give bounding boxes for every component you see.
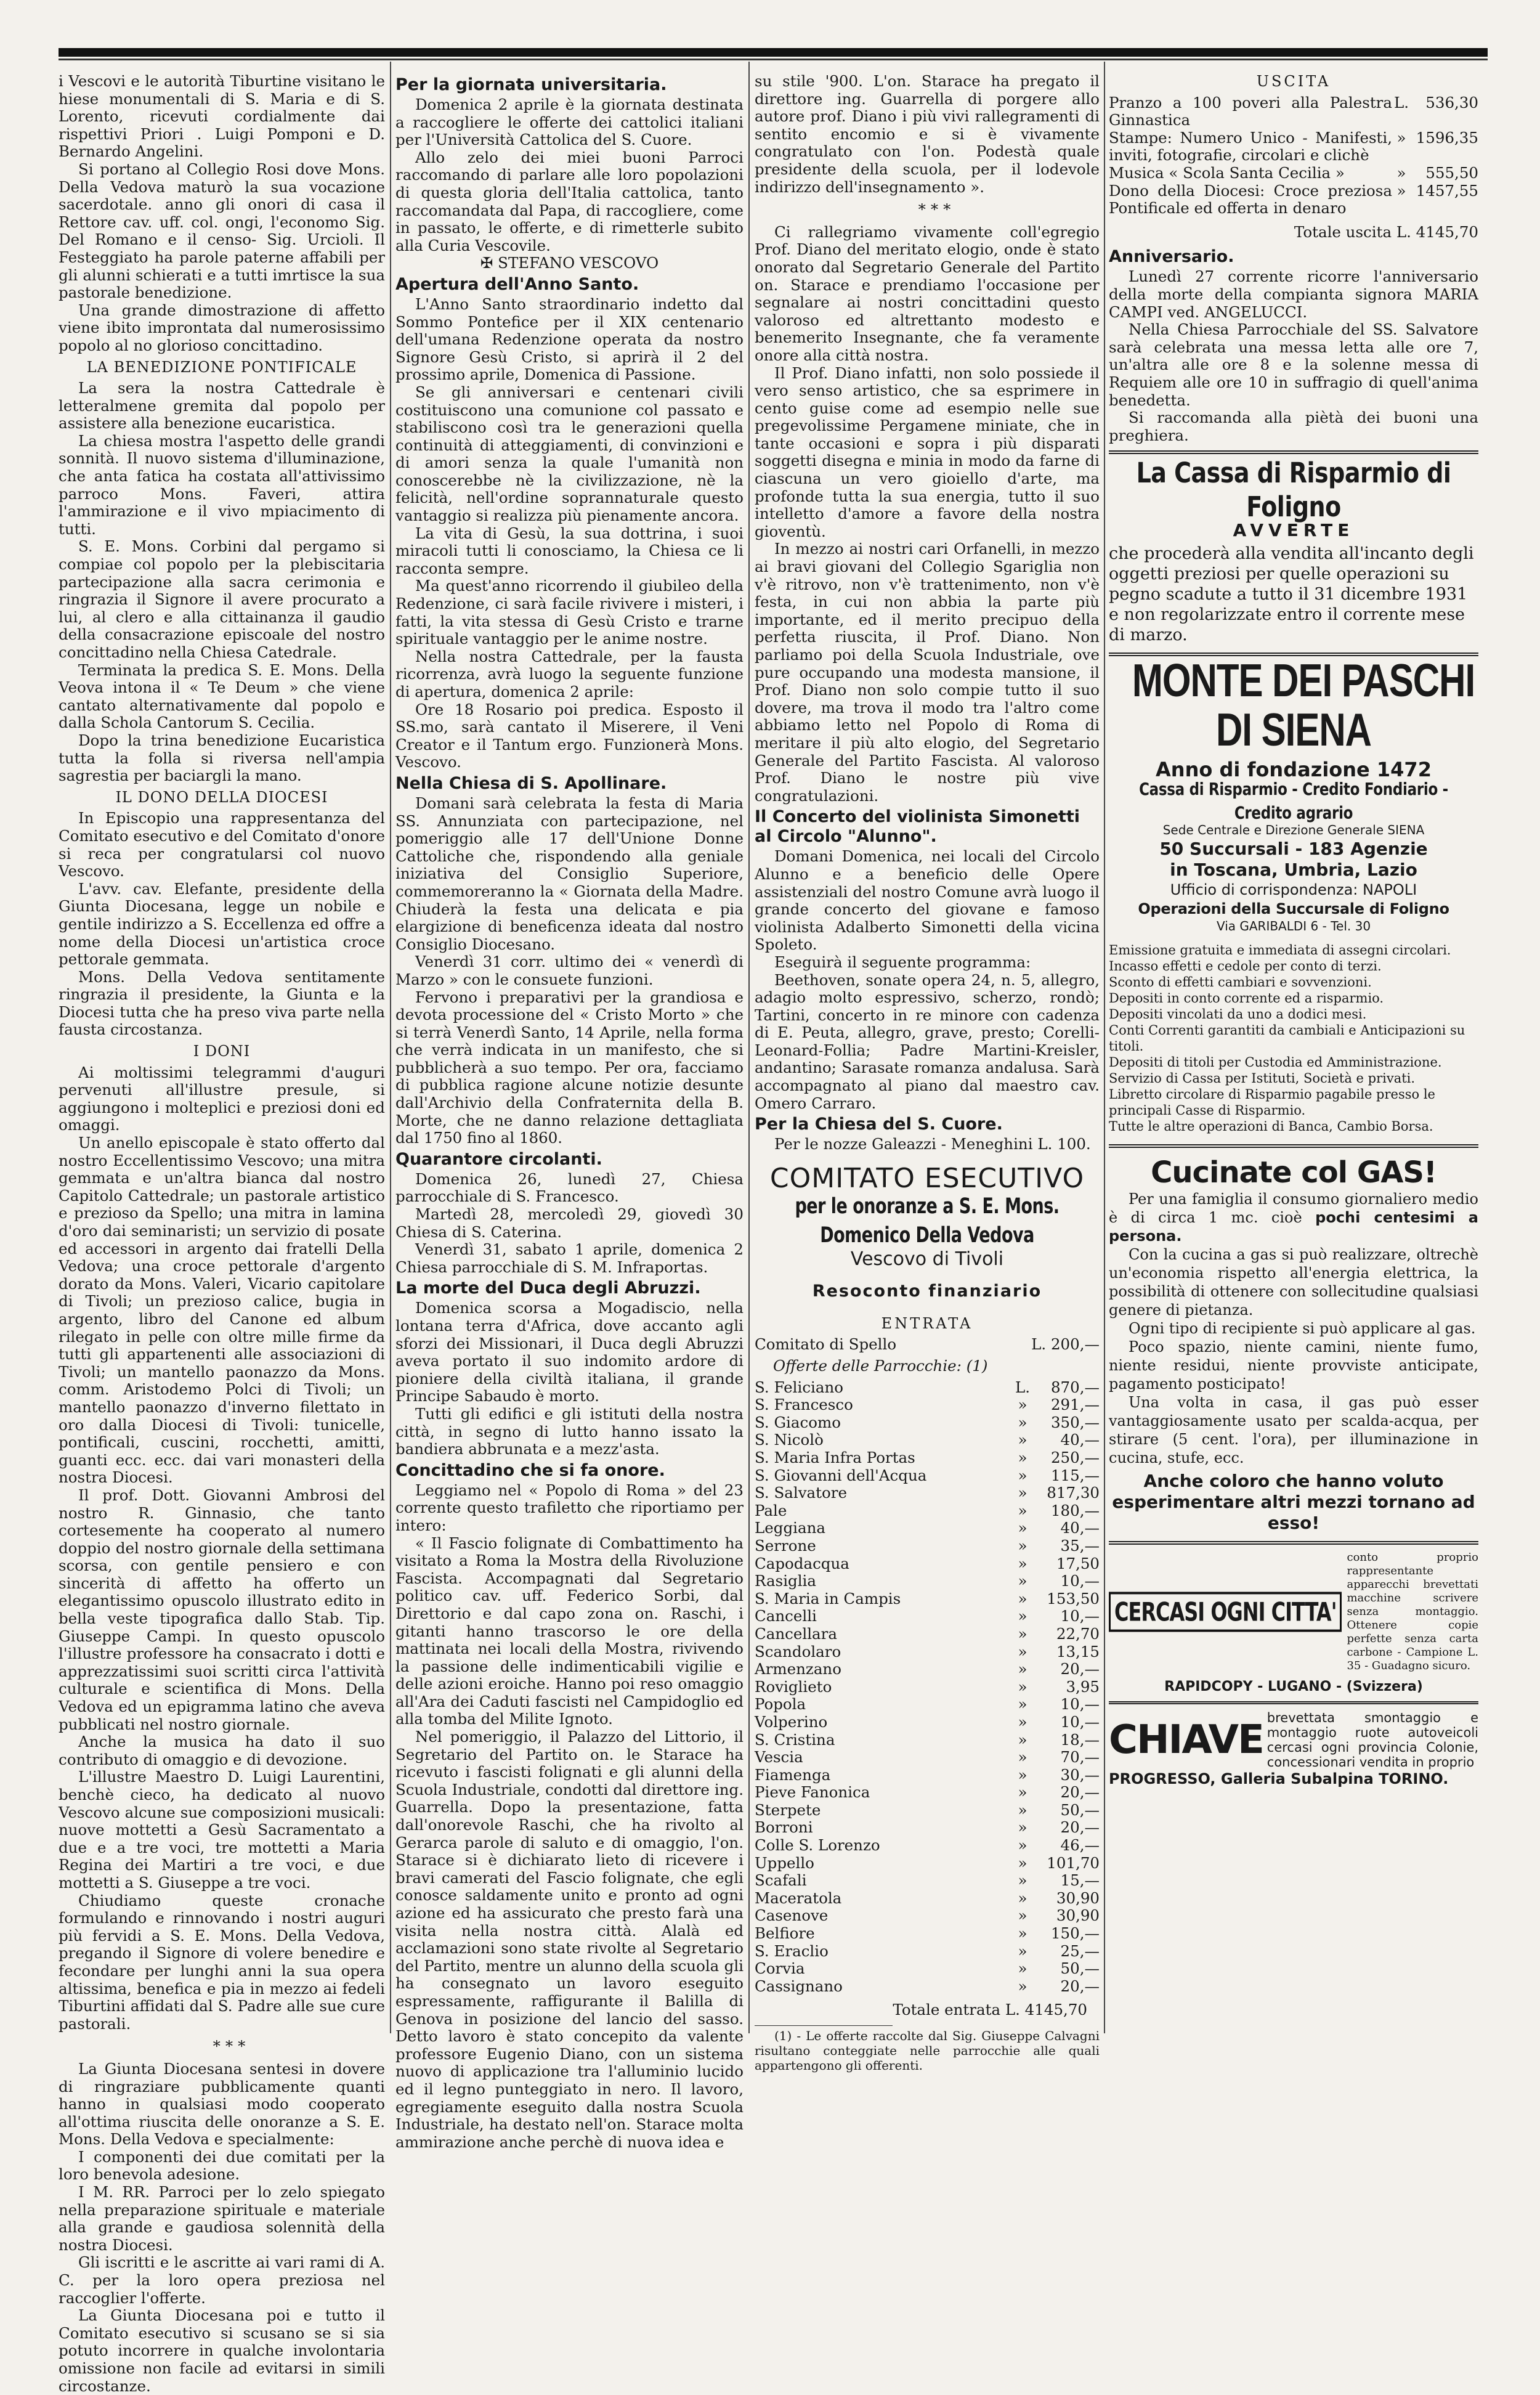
row-label: Scandolaro <box>755 1642 841 1661</box>
ad-line: Sede Centrale e Direzione Generale SIENA <box>1162 822 1425 837</box>
row-currency: » <box>1018 1624 1027 1643</box>
table-row <box>755 1872 1100 1890</box>
row-currency: » <box>1018 1783 1027 1802</box>
paragraph: In Episcopio una rappresentanza del Comitato esecutivo e del Comitato d'onore si reca per congratularsi col nuovo Vescovo. <box>59 809 385 880</box>
ad-title: MONTE DEI PASCHI DI SIENA <box>1132 654 1475 756</box>
table-row <box>755 1537 1100 1555</box>
paragraph: La Giunta Diocesana poi e tutto il Comitato esecutivo si scusano se si sia potuto incorrere in qualche involontaria omissione non facile ad evitarsi in simili circostanze. <box>59 2306 385 2395</box>
article-heading: Anniversario. <box>1109 247 1234 267</box>
row-value: 817,30 <box>1047 1484 1100 1502</box>
table-row <box>755 1943 1100 1961</box>
row-value: 35,— <box>1060 1536 1100 1555</box>
row-label: Comitato di Spello <box>755 1335 897 1354</box>
table-row <box>755 1502 1100 1520</box>
paragraph: Domani Domenica, nei locali del Circolo Alunno e a beneficio delle Opere assistenziali del nostro Comune avrà luogo il grande concerto del giovane e famoso violinista Adalberto Simonetti della vicina Spoleto. <box>755 847 1100 954</box>
row-label: Cancellara <box>755 1624 837 1643</box>
row-value: 250,— <box>1050 1449 1100 1466</box>
ad-text: Con la cucina a gas si può realizzare, oltrechè un'economia rispetto all'energia elettrica, la possibilità di ottenere con sollecitudine qualsiasi genere di pietanza. <box>1109 1245 1478 1319</box>
report-title: Resoconto finanziario <box>812 1281 1042 1301</box>
ad-slogan: Anche coloro che hanno voluto esperimentare altri mezzi tornano ad esso! <box>1112 1470 1475 1533</box>
paragraph: su stile '900. L'on. Starace ha pregato il direttore ing. Guarrella di porgere allo autore prof. Diano i più vivi rallegramenti di sentito encomio e si è vivamente congratulato con l'on. Podestà quale presidente della scuola, per il lodevole indirizzo dell'insegnamento ». <box>755 72 1100 196</box>
row-label: Musica « Scola Santa Cecilia » <box>1109 163 1345 182</box>
table-row <box>755 1625 1100 1643</box>
paragraph: Domani sarà celebrata la festa di Maria SS. Annunziata con partecipazione, nel pomeriggio alle 17 dell'Unione Donne Cattoliche che, rispondendo alla geniale iniziativa del Consiglio Superiore, commemoreranno la « Giornata della Madre. Chiuderà la festa una delicata e pia elargizione di beneficenza ideata dal nostro Consiglio Diocesano. <box>395 794 744 953</box>
column-3 <box>755 72 1100 2073</box>
top-rule-thin <box>59 59 1488 60</box>
list-item: Libretto circolare di Risparmio pagabile presso le principali Casse di Risparmio. <box>1109 1086 1435 1118</box>
row-label: S. Giovanni dell'Acqua <box>755 1466 927 1484</box>
column-divider <box>390 62 391 2033</box>
table-row <box>755 1484 1100 1502</box>
paragraph: Un anello episcopale è stato offerto dal nostro Eccellentissimo Vescovo; una mitra gemmata e un'altra bianca dal nostro Capitolo Cattedrale; un pastorale artistico e prezioso da Spello; una mitra in lamina d'oro dai seminaristi; un servizio di posate ed accessori in argento dai fratelli Della Vedova; una croce pettorale d'argento dorato da Mons. Valeri, Vicario capitolare di Tivoli; un prezioso calice, bugia in argento, libro del Canone ed album rilegato in pelle con oltre mille firme da tutti gli appartenenti alle associazioni di Tivoli; un mantello paonazzo da Mons. comm. Aristodemo Polci di Tivoli; un mantello paonazzo d'inverno filettato in oro dalla Diocesi di Tivoli: tunicelle, pontificali, cuscini, rocchetti, amitti, guanti ecc. ecc. dai vari monasteri della nostra Diocesi. <box>59 1134 385 1487</box>
row-label: Dono della Diocesi: Croce preziosa Pontificale ed offerta in denaro <box>1109 181 1392 218</box>
ad-line: Cassa di Risparmio - Credito Fondiario - Credito agrario <box>1139 780 1448 823</box>
ad-chiave <box>1109 1701 1478 1788</box>
row-label: Leggiana <box>755 1519 825 1537</box>
row-value: 13,15 <box>1056 1642 1100 1661</box>
row-value: 17,50 <box>1056 1554 1100 1572</box>
paragraph: Domenica 26, lunedì 27, Chiesa parrocchiale di S. Francesco. <box>395 1169 744 1206</box>
row-label: Borroni <box>755 1818 813 1837</box>
paragraph: Nella Chiesa Parrocchiale del SS. Salvatore sarà celebrata una messa letta alle ore 7, un'altra alle ore 8 e la solenne messa di Requiem alle ore 10 in suffragio di quell'anima benedetta. <box>1109 320 1478 409</box>
row-label: S. Nicolò <box>755 1431 824 1449</box>
row-label: Vescia <box>755 1748 803 1767</box>
ad-text: Poco spazio, niente camini, niente fumo, niente residui, niente provviste anticipate, pagamento posticipato! <box>1109 1338 1478 1393</box>
paragraph: La vita di Gesù, la sua dottrina, i suoi miracoli tutti li conosciamo, la Chiesa ce li racconta sempre. <box>395 524 744 577</box>
row-value: 291,— <box>1050 1396 1100 1414</box>
row-value: 150,— <box>1050 1924 1100 1943</box>
paragraph: La chiesa mostra l'aspetto delle grandi sonnità. Il nuovo sistema d'illuminazione, che anta fatica ha costata all'attivissimo parroco Mons. Faveri, attira l'ammirazione e il vivo mpiacimento di tutti. <box>59 431 385 538</box>
paragraph: In mezzo ai nostri cari Orfanelli, in mezzo ai bravi giovani del Collegio Sgariglia non v'è ritrovo, non v'è trattenimento, non v'è festa, in cui non abbia la parte più importante, ed il merito precipuo della perfetta riuscita, il Prof. Diano. Non parliamo poi della Scuola Industriale, ove pure occupando una modesta mansione, il Prof. Diano non solo compie tutto il suo dovere, ma trova il modo tra l'altro come abbiamo letto nel Popolo di Roma di meritare il più alto elogio, del Segretario Generale del Partito Fascista. Al valoroso Prof. Diano le nostre più vive congratulazioni. <box>755 540 1100 805</box>
row-currency: » <box>1396 128 1406 147</box>
article-heading: La morte del Duca degli Abruzzi. <box>395 1279 701 1298</box>
row-value: 10,— <box>1060 1607 1100 1625</box>
row-value: 30,90 <box>1056 1906 1100 1925</box>
row-currency: » <box>1018 1889 1027 1907</box>
row-currency: » <box>1018 1660 1027 1678</box>
paragraph: Beethoven, sonate opera 24, n. 5, allegro, adagio molto espressivo, scherzo, rondò; Tartini, concerto in re minore con cadenza di E. Peuta, allegro, grave, presto; Corelli-Leonard-Follia; Padre Martini-Kreisler, andantino; Sarasate romanza andalusa. Sarà accompagnato al piano dal maestro cav. Omero Carraro. <box>755 970 1100 1112</box>
list-item: Sconto di effetti cambiari e sovvenzioni. <box>1109 974 1372 990</box>
paragraph: Chiudiamo queste cronache formulando e rinnovando i nostri auguri più fervidi a S. E. Mons. Della Vedova, pregando il Signore di volere benedire e fecondare per lunghi anni la sua opera altissima, benefica e pia in mezzo ai fedeli Tiburtini affidati dal S. Padre alle sue cure pastorali. <box>59 1891 385 2033</box>
ad-title: La Cassa di Risparmio di Foligno <box>1136 457 1451 524</box>
table-row <box>755 1661 1100 1678</box>
row-value: 555,50 <box>1425 163 1478 182</box>
paragraph: L'Anno Santo straordinario indetto dal Sommo Pontefice per il XIX centenario dell'umana Redenzione operata da nostro Signore Gesù Cristo, si aprirà il 2 del prossimo aprile, Domenica di Passione. <box>395 295 744 384</box>
paragraph: i Vescovi e le autorità Tiburtine visitano le hiese monumentali di S. Maria e di S. Lorento, ricevuti cordialmente dai rispettivi Priori . Luigi Pomponi e D. Bernardo Angelini. <box>59 72 385 161</box>
article-heading: Per la giornata universitaria. <box>395 75 667 94</box>
paragraph: Si raccomanda alla piètà dei buoni una preghiera. <box>1109 409 1478 444</box>
row-currency: » <box>1018 1712 1027 1731</box>
ad-text: conto proprio rappresentante apparecchi brevettati macchine scrivere senza montaggio. Ottenere copie perfette senza carta carbone - Campione L. 35 - Guadagno sicuro. <box>1347 1550 1478 1672</box>
paragraph: Il prof. Dott. Giovanni Ambrosi del nostro R. Ginnasio, che tanto cortesemente ha cooperato al numero doppio del nostro giornale della settimana scorsa, con gentile pensiero e con sincerità di affetto ha offerto un elegantissimo opuscolo illustrato edito in bella veste tipografica dallo Stab. Tip. Giuseppe Campi. In questo opuscolo l'illustre professore ha consacrato i dotti e apprezzatissimi suoi scritti circa l'attività culturale e scientifica di Mons. Della Vedova ed un epigramma latino che aveva pubblicati nel nostro giornale. <box>59 1486 385 1733</box>
article-heading: Per la Chiesa del S. Cuore. <box>755 1115 1003 1134</box>
row-label: Roviglieto <box>755 1677 832 1696</box>
table-row <box>755 1431 1100 1449</box>
table-row <box>1109 165 1478 182</box>
table-row <box>755 1449 1100 1467</box>
paragraph: Leggiamo nel « Popolo di Roma » del 23 corrente questo trafiletto che riportiamo per intero: <box>395 1481 744 1534</box>
row-label: S. Maria Infra Portas <box>755 1449 915 1466</box>
row-value: 101,70 <box>1047 1853 1100 1872</box>
ad-text: Ogni tipo di recipiente si può applicare al gas. <box>1129 1319 1476 1337</box>
row-value: 115,— <box>1050 1466 1100 1484</box>
paragraph: Allo zelo dei miei buoni Parroci raccomando di parlare alle loro popolazioni di questa gloria dell'Italia cattolica, tanto raccomandata dal Papa, di raccogliere, come in passato, le offerte, e di rimetterle subito alla Curia Vescovile. <box>395 148 744 254</box>
table-row <box>755 1819 1100 1837</box>
row-label: Cassignano <box>755 1977 843 1995</box>
committee-subtitle: per le onoranze a S. E. Mons. Domenico Della Vedova <box>795 1193 1060 1248</box>
table-row <box>1109 129 1478 165</box>
entrata-heading: ENTRATA <box>881 1314 973 1332</box>
paragraph: L'avv. cav. Elefante, presidente della Giunta Diocesana, legge un nobile e gentile indirizzo a S. Eccellenza ed offre a nome della Diocesi un'artistica croce pettorale gemmata. <box>59 879 385 969</box>
paragraph: « Il Fascio folignate di Combattimento ha visitato a Roma la Mostra della Rivoluzione Fascista. Accompagnati dal Segretario politico cav. uff. Federico Sorbi, dal Direttorio e dal capo zona on. Raschi, i gitanti hanno trascorso le ore della mattinata nei locali della Mostra, rivivendo la passione delle indimenticabili vigilie e delle azioni eroiche. Hanno poi reso omaggio all'Ara dei Caduti fascisti nel Campidoglio ed alla tomba del Milite Ignoto. <box>395 1534 744 1728</box>
paragraph: Fervono i preparativi per la grandiosa e devota processione del « Cristo Morto » che si terrà Venerdì Santo, 14 Aprile, nella forma che verrà indicata in un manifesto, che si pubblicherà a suo tempo. Per ora, facciamo di pubblica ragione alcune notizie desunte dall'Archivio della Confraternita della B. Morte, che ne danno relazione dettagliata dal 1750 fino al 1860. <box>395 988 744 1147</box>
row-value: 40,— <box>1060 1431 1100 1449</box>
row-label: Capodacqua <box>755 1554 849 1572</box>
row-currency: » <box>1018 1818 1027 1837</box>
row-value: 350,— <box>1050 1413 1100 1431</box>
row-currency: » <box>1018 1607 1027 1625</box>
row-label: Pieve Fanonica <box>755 1783 870 1802</box>
committee-subtitle-2: Vescovo di Tivoli <box>850 1248 1004 1270</box>
row-label: S. Cristina <box>755 1730 835 1749</box>
paragraph: Domenica 2 aprile è la giornata destinata a raccogliere le offerte dei cattolici italiani per l'Università Cattolica del S. Cuore. <box>395 96 744 149</box>
paragraph: Mons. Della Vedova sentitamente ringrazia il presidente, la Giunta e la Diocesi tutta che ha preso viva parte nella fausta circostanza. <box>59 967 385 1039</box>
row-label: Rasiglia <box>755 1572 816 1590</box>
row-currency: » <box>1018 1536 1027 1555</box>
row-label: Maceratola <box>755 1889 842 1907</box>
row-currency: » <box>1018 1484 1027 1502</box>
ad-title: Cucinate col GAS! <box>1151 1155 1437 1190</box>
column-divider <box>748 62 750 2033</box>
row-label: S. Salvatore <box>755 1484 847 1502</box>
row-value: 180,— <box>1050 1501 1100 1519</box>
table-row <box>755 1519 1100 1537</box>
row-value: 20,— <box>1060 1783 1100 1802</box>
row-value: 30,— <box>1060 1765 1100 1784</box>
ad-text: Una volta in casa, il gas può esser vantaggiosamente usato per scalda-acqua, per stirare (5 cent. l'ora), per illuminazione in cucina, stufe, ecc. <box>1109 1393 1478 1466</box>
signature: ✠ STEFANO VESCOVO <box>480 254 659 272</box>
row-value: 40,— <box>1060 1519 1100 1537</box>
paragraph: La Giunta Diocesana sentesi in dovere di ringraziare pubblicamente quanti hanno in qualsiasi modo cooperato all'ottima riuscita delle onoranze a S. E. Mons. Della Vedova e specialmente: <box>59 2059 385 2149</box>
article-heading: Concittadino che si fa onore. <box>395 1460 665 1480</box>
ad-line: 50 Succursali - 183 Agenzie <box>1159 838 1428 859</box>
row-currency: » <box>1018 1695 1027 1714</box>
paragraph: Eseguirà il seguente programma: <box>774 953 1031 971</box>
row-currency: » <box>1018 1519 1027 1537</box>
row-value: 46,— <box>1060 1836 1100 1855</box>
paragraph: Anche la musica ha dato il suo contributo di omaggio e di devozione. <box>59 1733 385 1768</box>
table-row <box>755 1925 1100 1943</box>
table-row <box>755 1336 1100 1354</box>
ad-line: Anno di fondazione 1472 <box>1156 757 1432 781</box>
paragraph: Domenica scorsa a Mogadiscio, nella lontana terra d'Africa, dove accanto agli sforzi dei Missionari, il Duca degli Abruzzi aveva portato il suo indomito ardore di pioniere della civiltà italiana, il grande Principe Sabaudo è morto. <box>395 1299 744 1405</box>
row-value: 20,— <box>1060 1660 1100 1678</box>
row-label: Armenzano <box>755 1660 841 1678</box>
list-item: Depositi in conto corrente ed a risparmio. <box>1109 990 1384 1006</box>
article-heading: Il Concerto del violinista Simonetti al Circolo "Alunno". <box>755 807 1080 847</box>
table-row <box>755 1555 1100 1573</box>
paragraph: Si portano al Collegio Rosi dove Mons. Della Vedova maturò la sua vocazione sacerdotale. anno gli onori di casa il Rettore cav. uff. col. ongi, l'economo Sig. Del Romano e il censo- Sig. Urcioli. Il Festeggiato ha parole paterne affabili per gli alunni schierati e a tutti imrtisce la sua pastorale benedizione. <box>59 160 385 302</box>
paragraph: Se gli anniversari e centenari civili costituiscono una comunione col passato e stabiliscono così tra le generazioni quella continuità di atteggiamenti, di convinzioni e di amori senza la quale l'umanità non conoscerebbe nè la civilizzazione, nè la felicità, nell'ordine soprannaturale questo vantaggio si realizza più pienamente ancora. <box>395 383 744 525</box>
ad-line: Via GARIBALDI 6 - Tel. 30 <box>1216 918 1371 933</box>
row-currency: » <box>1018 1977 1027 1995</box>
row-value: 18,— <box>1060 1730 1100 1749</box>
row-label: Casenove <box>755 1906 829 1925</box>
table-row <box>755 1643 1100 1661</box>
table-row <box>755 1414 1100 1432</box>
offerte-heading: Offerte delle Parrocchie: (1) <box>773 1357 988 1375</box>
row-label: Scafali <box>755 1871 807 1890</box>
table-row <box>755 1890 1100 1908</box>
table-row <box>755 1802 1100 1820</box>
article-heading: Quarantore circolanti. <box>395 1149 602 1169</box>
row-value: 22,70 <box>1056 1624 1100 1643</box>
ad-text: Per una famiglia il consumo giornaliero medio è di circa 1 mc. cioè pochi centesimi a persona. <box>1109 1190 1478 1245</box>
article-heading: Nella Chiesa di S. Apollinare. <box>395 773 667 793</box>
row-value: 3,95 <box>1066 1677 1100 1696</box>
ad-gas <box>1109 1144 1478 1545</box>
ad-subtitle: AVVERTE <box>1233 520 1355 541</box>
row-value: 50,— <box>1060 1959 1100 1978</box>
column-1 <box>59 72 385 2395</box>
paragraph: Ore 18 Rosario poi predica. Esposto il SS.mo, sarà cantato il Miserere, il Veni Creator e il Tantum ergo. Funzionerà Mons. Vescovo. <box>395 700 744 771</box>
row-label: Pranzo a 100 poveri alla Palestra Ginnastica <box>1109 93 1392 129</box>
paragraph: S. E. Mons. Corbini dal pergamo si compiae col popolo per la plebiscitaria partecipazione alla sacra cerimonia e ringrazia il Signore il avere procurato a lui, al clero e alla cittainanza il gaudio della consacrazione episcoale del nostro concittadino nella Chiesa Catedrale. <box>59 537 385 661</box>
ad-text: che procederà alla vendita all'incanto degli oggetti preziosi per quelle operazioni su pegno scadute a tutto il 31 dicembre 1931 e non regolarizzate entro il corrente mese di marzo. <box>1109 543 1474 644</box>
uscita-heading: USCITA <box>1256 73 1331 90</box>
ad-line: in Toscana, Umbria, Lazio <box>1170 859 1417 880</box>
row-value: 50,— <box>1060 1800 1100 1819</box>
row-currency: » <box>1018 1466 1027 1484</box>
row-label: Serrone <box>755 1536 816 1555</box>
row-label: Corvia <box>755 1959 805 1978</box>
row-currency: » <box>1018 1871 1027 1890</box>
row-label: S. Feliciano <box>755 1378 844 1396</box>
paragraph: Martedì 28, mercoledì 29, giovedì 30 Chiesa di S. Caterina. <box>395 1205 744 1241</box>
total-entrata: Totale entrata L. 4145,70 <box>893 2001 1087 2019</box>
table-row <box>755 1396 1100 1414</box>
list-item: Tutte le altre operazioni di Banca, Cambio Borsa. <box>1109 1118 1433 1134</box>
row-label: Cancelli <box>755 1607 817 1625</box>
section-heading: IL DONO DELLA DIOCESI <box>115 788 328 806</box>
row-currency: L. <box>1015 1378 1031 1396</box>
ad-title: CHIAVE <box>1109 1717 1263 1763</box>
table-row <box>755 1590 1100 1608</box>
row-currency: » <box>1396 181 1406 200</box>
paragraph: Ci rallegriamo vivamente coll'egregio Prof. Diano del meritato elogio, onde è stato onorato dal Segretario Generale del Partito on. Starace e prendiamo l'occasione per segnalare ai nostri concittadini questo valoroso ed altrettanto modesto e benemerito Insegnante, che fa veramente onore alla città nostra. <box>755 222 1100 364</box>
table-row <box>755 1767 1100 1784</box>
separator-stars: *** <box>918 200 956 219</box>
ad-title: CERCASI OGNI CITTA' <box>1109 1592 1342 1632</box>
row-value: 10,— <box>1060 1712 1100 1731</box>
row-label: Volperino <box>755 1712 828 1731</box>
ad-sign: RAPIDCOPY - LUGANO - (Svizzera) <box>1164 1678 1423 1694</box>
row-currency: » <box>1018 1396 1027 1414</box>
table-row <box>755 1749 1100 1767</box>
row-value: 25,— <box>1060 1942 1100 1960</box>
row-value: 70,— <box>1060 1748 1100 1767</box>
table-row <box>755 1608 1100 1625</box>
ad-line: Operazioni della Succursale di Foligno <box>1138 900 1449 917</box>
paragraph: Ai moltissimi telegrammi d'auguri pervenuti all'illustre presule, si aggiungono i molteplici e preziosi doni ed omaggi. <box>59 1063 385 1134</box>
table-row <box>755 1978 1100 1996</box>
table-row <box>755 1379 1100 1397</box>
footnote: (1) - Le offerte raccolte dal Sig. Giuseppe Calvagni risultano conteggiate nelle parrocchie alle quali appartengono gli offerenti. <box>755 2028 1100 2073</box>
paragraph: La sera la nostra Cattedrale è letteralmene gremita dal popolo per assistere alla benezione eucaristica. <box>59 379 385 433</box>
row-currency: » <box>1018 1642 1027 1661</box>
row-label: Belfiore <box>755 1924 815 1943</box>
row-currency: » <box>1018 1800 1027 1819</box>
row-value: 10,— <box>1060 1572 1100 1590</box>
row-currency: L. <box>1393 93 1409 112</box>
row-currency: » <box>1018 1449 1027 1466</box>
row-currency: » <box>1018 1959 1027 1978</box>
ad-monte-paschi <box>1109 654 1478 1134</box>
list-item: Depositi vincolati da uno a dodici mesi. <box>1109 1006 1367 1022</box>
paragraph: Venerdì 31 corr. ultimo dei « venerdì di Marzo » con le consuete funzioni. <box>395 953 744 988</box>
row-currency: » <box>1018 1748 1027 1767</box>
article-heading: Apertura dell'Anno Santo. <box>395 274 639 294</box>
entrata-table <box>755 1379 1100 1996</box>
row-value: 15,— <box>1060 1871 1100 1890</box>
paragraph: Ma quest'anno ricorrendo il giubileo della Redenzione, ci sarà facile rivivere i misteri, i fatti, la vita stessa di Gesù Cristo e trarne spirituale vantaggio per le anime nostre. <box>395 577 744 648</box>
paragraph: I componenti dei due comitati per la loro benevola adesione. <box>59 2147 385 2184</box>
row-value: 1457,55 <box>1416 181 1478 200</box>
row-currency: » <box>1018 1572 1027 1590</box>
committee-title: COMITATO ESECUTIVO <box>769 1162 1085 1194</box>
paragraph: Il Prof. Diano infatti, non solo possiede il vero senso artistico, che sa esprimere in cento guise come ad esempio nelle sue pregevolissime Pergamene miniate, che in tante occasioni e sopra i più disparati soggetti disegna e minia in modo da farne di ciascuna un vero gioiello d'arte, ma profonde tutta la sua energia, tutto il suo intelletto d'amore a favore della nostra gioventù. <box>755 364 1100 540</box>
ad-text: brevettata smontaggio e montaggio ruote autoveicoli cercasi ogni provincia Colonie, concessionari vendita in proprio <box>1266 1710 1478 1770</box>
row-currency: » <box>1396 163 1406 182</box>
row-currency: » <box>1018 1554 1027 1572</box>
total-row <box>755 2001 1100 2019</box>
table-row <box>755 1678 1100 1696</box>
paragraph: Venerdì 31, sabato 1 aprile, domenica 2 Chiesa parrocchiale di S. M. Infraportas. <box>395 1240 744 1276</box>
paragraph: Dopo la trina benedizione Eucaristica tutta la folla si riversa nell'ampia sagrestia per baciargli la mano. <box>59 731 385 785</box>
ad-list <box>1109 942 1478 1134</box>
row-value: 30,90 <box>1056 1889 1100 1907</box>
table-row <box>755 1907 1100 1925</box>
row-label: Uppello <box>755 1853 814 1872</box>
row-currency: » <box>1018 1431 1027 1449</box>
row-currency: » <box>1018 1942 1027 1960</box>
row-currency: » <box>1018 1853 1027 1872</box>
paragraph: Una grande dimostrazione di affetto viene ibito improntata dal numerosissimo popolo al no glorioso concittadino. <box>59 301 385 354</box>
row-label: Colle S. Lorenzo <box>755 1836 880 1855</box>
row-currency: » <box>1018 1589 1027 1608</box>
paragraph: Nella nostra Cattedrale, per la fausta ricorrenza, avrà luogo la seguente funzione di apertura, domenica 2 aprile: <box>395 647 744 701</box>
row-currency: » <box>1018 1413 1027 1431</box>
row-currency: » <box>1018 1836 1027 1855</box>
total-uscita: Totale uscita L. 4145,70 <box>1294 222 1478 241</box>
paragraph: Lunedì 27 corrente ricorre l'anniversario della morte della compianta signora MARIA CAMPI ved. ANGELUCCI. <box>1109 267 1478 321</box>
row-value: 10,— <box>1060 1695 1100 1714</box>
table-row <box>755 1837 1100 1855</box>
row-value: 20,— <box>1060 1977 1100 1995</box>
table-row <box>755 1696 1100 1714</box>
paragraph: Nel pomeriggio, il Palazzo del Littorio, il Segretario del Partito on. le Starace ha ricevuto i fascisti folignati e gli alunni della Scuola Industriale, condotti dal direttore ing. Guarrella. Dopo la presentazione, fatta dall'onorevole Raschi, che ha rivolto al Gerarca parole di saluto e di omaggio, l'on. Starace si è dichiarato lieto di ricevere i bravi camerati del Fascio folignate, che egli conosce saldamente unito e pronto ad ogni azione ed ha assicurato che presto farà una visita nella nostra città. Alalà ed acclamazioni sono state rivolte al Segretario del Partito, mentre un alunno della scuola gli ha consegnato un lavoro eseguito espressamente, raffigurante il Balilla di Genova in posizione del lancio del sasso. Detto lavoro è stato concepito da valente professore Eugenio Diano, con un sistema nuovo di applicazione tra l'alluminio lucido ed il legno punteggiato in nero. Il lavoro, egregiamente eseguito dalla nostra Scuola Industriale, ha destato nell'on. Starace molta ammirazione anche perchè di nuova idea e <box>395 1728 744 2151</box>
row-currency: » <box>1018 1677 1027 1696</box>
table-row <box>755 1731 1100 1749</box>
paragraph: Gli iscritti e le ascritte ai vari rami di A. C. per la loro opera preziosa nel raccoglier l'offerte. <box>59 2253 385 2307</box>
row-currency: » <box>1018 1906 1027 1925</box>
list-item: Depositi di titoli per Custodia ed Amministrazione. <box>1109 1054 1442 1070</box>
top-rule <box>59 48 1488 57</box>
row-label: S. Francesco <box>755 1396 853 1414</box>
list-item: Emissione gratuita e immediata di assegni circolari. <box>1109 942 1451 958</box>
row-value: 153,50 <box>1047 1589 1100 1608</box>
table-row <box>1109 94 1478 129</box>
row-value: 536,30 <box>1425 93 1478 112</box>
ad-rapidcopy <box>1109 1551 1478 1673</box>
ad-line: Ufficio di corrispondenza: NAPOLI <box>1170 880 1417 898</box>
row-label: Sterpete <box>755 1800 821 1819</box>
section-heading: LA BENEDIZIONE PONTIFICALE <box>86 358 357 376</box>
row-label: S. Giacomo <box>755 1413 841 1431</box>
table-row <box>755 1714 1100 1731</box>
row-value: L. 200,— <box>1031 1335 1100 1354</box>
table-row <box>755 1784 1100 1802</box>
row-label: Fiamenga <box>755 1765 831 1784</box>
table-row <box>755 1855 1100 1872</box>
table-row <box>755 1572 1100 1590</box>
row-currency: » <box>1018 1924 1027 1943</box>
row-currency: » <box>1018 1501 1027 1519</box>
row-label: S. Eraclio <box>755 1942 829 1960</box>
list-item: Conti Correnti garantiti da cambiali e Anticipazioni su titoli. <box>1109 1022 1465 1054</box>
list-item: Servizio di Cassa per Istituti, Società e privati. <box>1109 1070 1416 1086</box>
row-currency: » <box>1018 1765 1027 1784</box>
column-4 <box>1109 73 1478 2035</box>
section-heading: I DONI <box>193 1043 251 1060</box>
paragraph: I M. RR. Parroci per lo zelo spiegato nella preparazione spirituale e materiale alla grande e gaudiosa solennità della nostra Diocesi. <box>59 2183 385 2254</box>
separator-stars: *** <box>213 2037 251 2055</box>
table-row <box>755 1960 1100 1978</box>
paragraph: L'illustre Maestro D. Luigi Laurentini, benchè cieco, ha dedicato al nuovo Vescovo alcune sue composizioni musicali: nuove mottetti a Gesù Sacramentato a due e a tre voci, tre mottetti a Maria Regina dei Martiri a tre voci, e due mottetti a S. Giuseppe a tre voci. <box>59 1768 385 1892</box>
row-value: 20,— <box>1060 1818 1100 1837</box>
paragraph: Terminata la predica S. E. Mons. Della Veova intona il « Te Deum » che viene cantato alternativamente dal popolo e dalla Schola Cantorum S. Cecilia. <box>59 661 385 732</box>
column-divider <box>1104 62 1105 2033</box>
table-row <box>1109 182 1478 218</box>
paragraph: Per le nozze Galeazzi - Meneghini L. 100. <box>774 1135 1091 1153</box>
paragraph: Tutti gli edifici e gli istituti della nostra città, in segno di lutto hanno issato la bandiera abbrunata e a mezz'asta. <box>395 1404 744 1458</box>
row-value: 870,— <box>1050 1378 1100 1396</box>
row-label: Stampe: Numero Unico - Manifesti, inviti, fotografie, circolari e clichè <box>1109 128 1392 165</box>
row-label: S. Maria in Campis <box>755 1589 901 1608</box>
column-2 <box>395 73 744 2151</box>
table-row <box>755 1467 1100 1485</box>
list-item: Incasso effetti e cedole per conto di terzi. <box>1109 958 1382 974</box>
row-value: 1596,35 <box>1416 128 1478 147</box>
row-label: Popola <box>755 1695 806 1714</box>
ad-cassa-risparmio <box>1109 450 1478 656</box>
row-currency: » <box>1018 1730 1027 1749</box>
row-label: Pale <box>755 1501 787 1519</box>
ad-text: PROGRESSO, Galleria Subalpina TORINO. <box>1109 1770 1449 1787</box>
